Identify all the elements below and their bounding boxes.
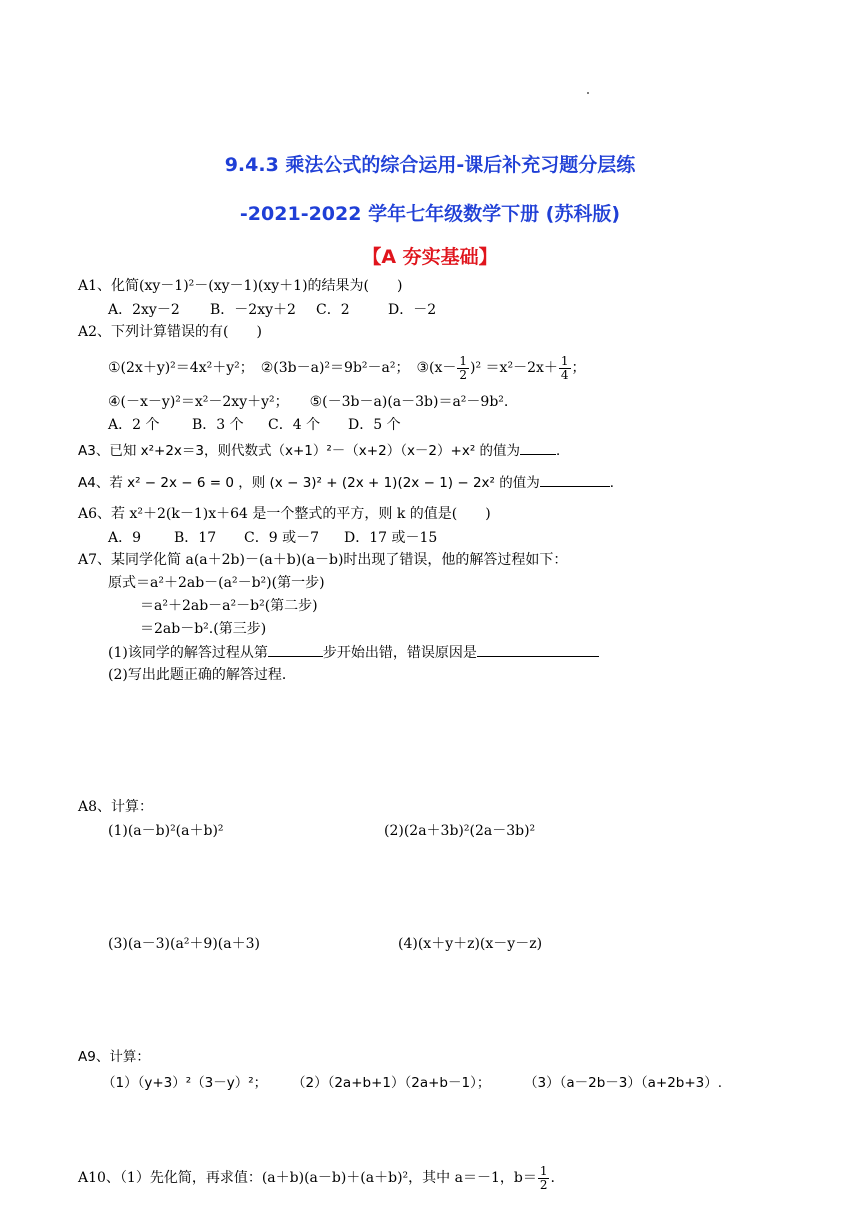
- question-stem: 计算：: [109, 1049, 150, 1065]
- a2-row1: [108, 354, 586, 382]
- a7-step2: ＝a²＋2ab－a²－b²(第二步): [140, 598, 318, 614]
- a8-part-3: (3)(a－3)(a²＋9)(a＋3): [108, 936, 260, 952]
- a2-row1-text: ①(2x＋y)²＝4x²＋y²； ②(3b－a)²＝9b²－a²； ③: [108, 360, 430, 376]
- answer-blank[interactable]: [477, 642, 599, 657]
- a9-part-3: （3）（a－2b－3）（a+2b+3）.: [524, 1075, 723, 1091]
- fraction-denominator: 4: [560, 367, 569, 382]
- question-stem: 化简(xy－1)²－(xy－1)(xy＋1)的结果为( ): [111, 278, 403, 294]
- page-title-line1: 9.4.3 乘法公式的综合运用-课后补充习题分层练: [224, 154, 636, 176]
- a7-subquestion-2: (2)写出此题正确的解答过程．: [108, 667, 296, 683]
- fraction-numerator: 1: [539, 1163, 548, 1178]
- section-heading: 【A 夯实基础】: [362, 246, 498, 268]
- a7-step3: ＝2ab－b².(第三步): [140, 621, 267, 637]
- question-text: 若 x² − 2x − 6 = 0 ，则 (x − 3)² + (2x + 1)(2x − 1) − 2x² 的值为: [109, 475, 540, 491]
- a1-option-b: B．－2xy＋2: [210, 302, 296, 318]
- question-number: A8、: [78, 799, 112, 815]
- answer-blank[interactable]: [540, 472, 610, 487]
- a6-option-b: B．17: [174, 530, 217, 546]
- question-number: A3、: [78, 443, 110, 459]
- question-number: A1、: [78, 278, 112, 294]
- question-number: A10、: [78, 1170, 120, 1186]
- fraction-numerator: 1: [459, 353, 468, 368]
- question-a9: [78, 1047, 150, 1067]
- a8-part-1: (1)(a－b)²(a＋b)²: [108, 823, 224, 839]
- a2-option-c: C．4 个: [268, 417, 321, 433]
- question-end: .: [550, 1170, 555, 1186]
- question-a2: [78, 322, 262, 342]
- a2-row1-expr-post: )² ＝x²－2x＋: [470, 360, 558, 376]
- question-stem: 若 x²＋2(k－1)x＋64 是一个整式的平方，则 k 的值是( ): [111, 506, 491, 522]
- a6-option-a: A．9: [108, 530, 142, 546]
- question-stem: 某同学化简 a(a＋2b)－(a＋b)(a－b)时出现了错误，他的解答过程如下：: [111, 552, 568, 568]
- question-number: A7、: [78, 552, 112, 568]
- a9-part-1: （1）（y+3）²（3－y）²；: [102, 1075, 268, 1091]
- a2-option-b: B．3 个: [192, 417, 244, 433]
- a1-option-d: D．－2: [388, 302, 437, 318]
- question-a3: [78, 440, 570, 461]
- answer-blank[interactable]: [520, 440, 556, 455]
- question-a8: [78, 797, 153, 817]
- fraction: [559, 355, 571, 382]
- a9-part-2: （2）（2a+b+1）（2a+b－1）；: [292, 1075, 491, 1091]
- question-a6: [78, 504, 491, 524]
- fraction-denominator: 2: [459, 367, 468, 382]
- page-dot: [587, 92, 589, 94]
- answer-blank[interactable]: [268, 642, 323, 657]
- question-text: （1）先化简，再求值：(a＋b)(a－b)＋(a＋b)²，其中 a＝－1，b＝: [119, 1170, 537, 1186]
- question-end: ．: [609, 475, 624, 491]
- a1-option-a: A．2xy－2: [108, 302, 180, 318]
- fraction: [538, 1165, 550, 1192]
- a2-row2: ④(－x－y)²＝x²－2xy＋y²； ⑤(－3b－a)(a－3b)＝a²－9b².: [108, 394, 509, 410]
- question-a7: [78, 550, 567, 570]
- a2-option-d: D．5 个: [348, 417, 401, 433]
- a7-step1: 原式＝a²＋2ab－(a²－b²)(第一步): [108, 575, 325, 591]
- a2-option-a: A．2 个: [108, 417, 160, 433]
- question-a10: [78, 1164, 555, 1192]
- a6-option-d: D．17 或－15: [344, 530, 438, 546]
- question-a1: [78, 276, 402, 296]
- a2-row1-end: ；: [571, 360, 586, 376]
- fraction: [457, 355, 469, 382]
- page-title-line2: -2021-2022 学年七年级数学下册 (苏科版): [239, 203, 621, 225]
- a1-option-c: C．2: [316, 302, 350, 318]
- subquestion-text: (1)该同学的解答过程从第: [108, 645, 268, 661]
- a2-row1-expr-pre: (x－: [429, 360, 457, 376]
- question-a4: [78, 472, 623, 493]
- question-stem: 计算：: [111, 799, 154, 815]
- question-number: A4、: [78, 475, 110, 491]
- question-text: 已知 x²+2x＝3，则代数式（x+1）²－（x+2）（x－2）+x² 的值为: [109, 443, 521, 459]
- question-number: A6、: [78, 506, 112, 522]
- subquestion-text: 步开始出错，错误原因是: [322, 645, 477, 661]
- fraction-numerator: 1: [560, 353, 569, 368]
- question-stem: 下列计算错误的有( ): [111, 324, 262, 340]
- question-number: A9、: [78, 1049, 110, 1065]
- a8-part-2: (2)(2a＋3b)²(2a－3b)²: [384, 823, 536, 839]
- question-end: ．: [556, 443, 570, 459]
- a7-subquestion-1: [108, 642, 599, 663]
- a8-part-4: (4)(x＋y＋z)(x－y－z): [398, 936, 543, 952]
- fraction-denominator: 2: [539, 1177, 548, 1192]
- question-number: A2、: [78, 324, 112, 340]
- a6-option-c: C．9 或－7: [244, 530, 319, 546]
